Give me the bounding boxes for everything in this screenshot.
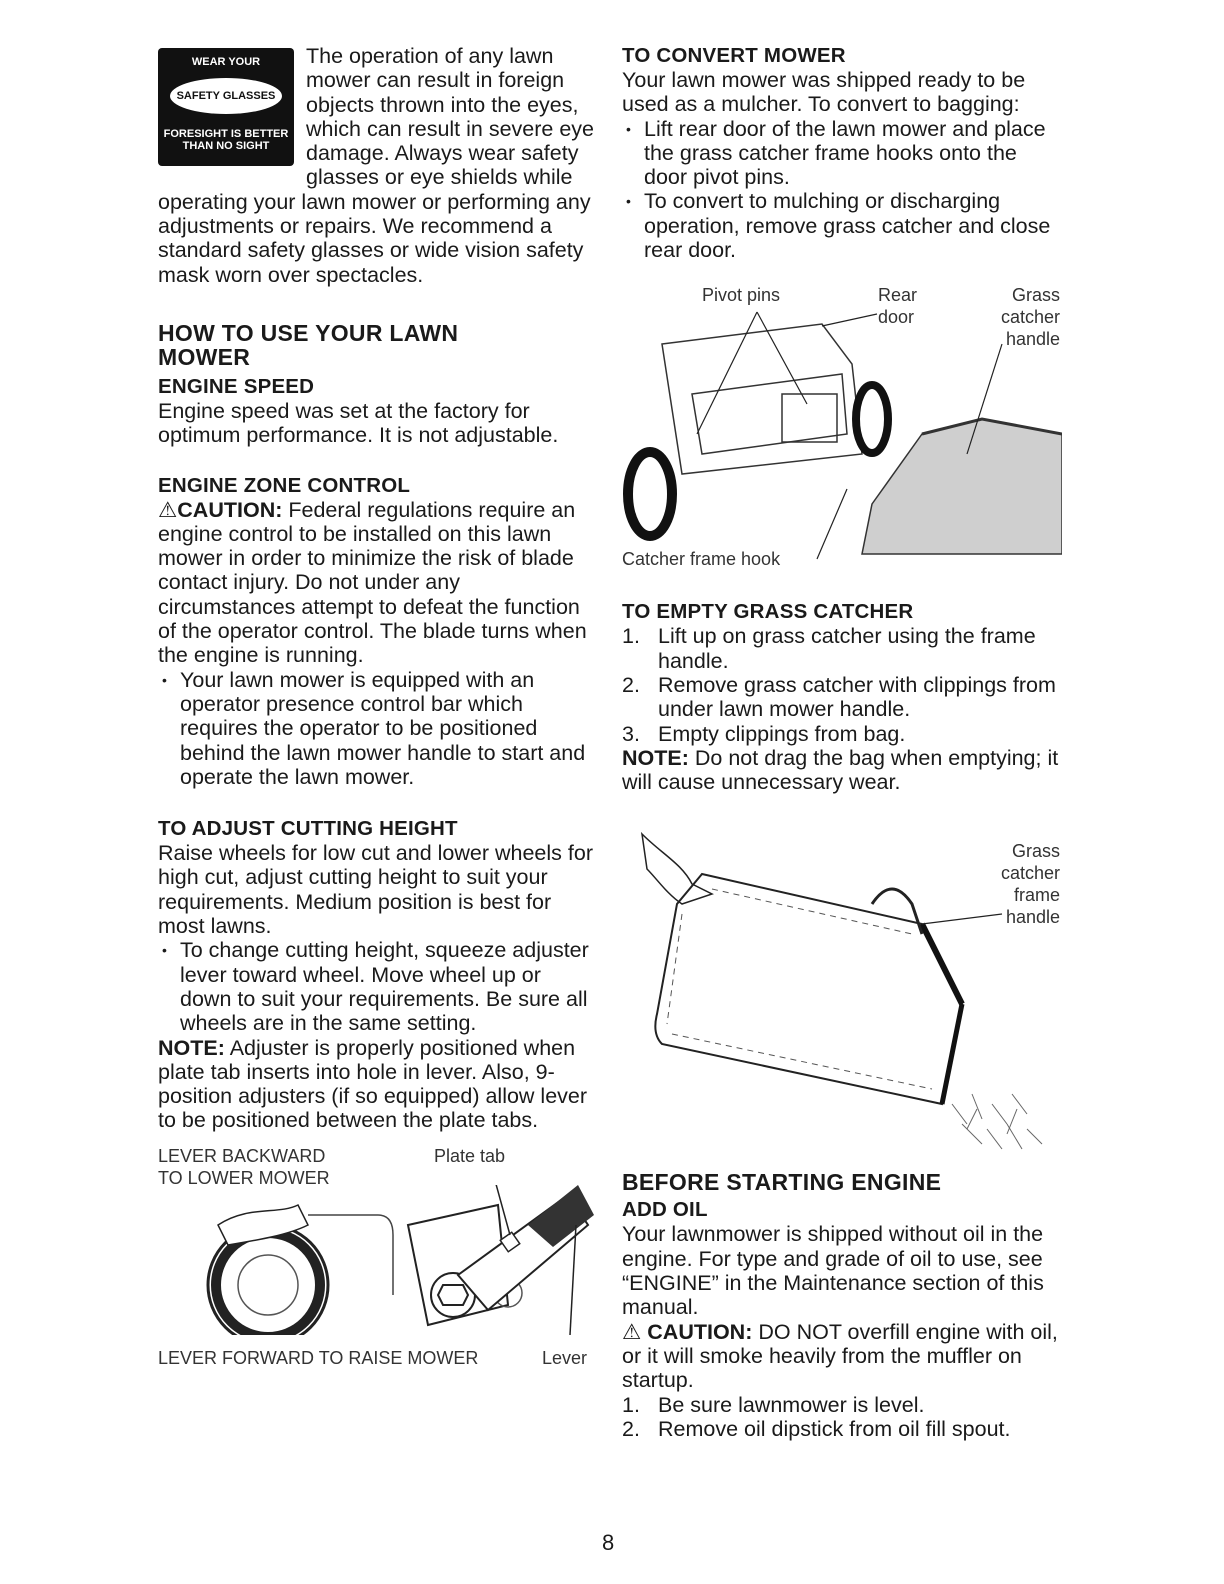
safety-glasses-badge [158,48,294,166]
empty-figure [622,824,1062,1164]
lever-label: Lever [542,1347,588,1368]
frame-handle-label-2: catcher [1000,863,1060,884]
how-to-heading: HOW TO USE YOUR LAWN MOWER [158,319,459,370]
step-text: Be sure lawnmower is level. [658,1392,925,1417]
plate-tab-label: Plate tab [434,1145,506,1166]
empty-heading: TO EMPTY GRASS CATCHER [622,600,914,624]
cutting-height-bullets [158,938,594,1035]
badge-line1: WEAR YOUR [191,56,261,68]
caution-text: DO NOT overfill engine with oil, or it will smoke heavily from the muffler on startup. [622,1319,1058,1393]
badge-line2: SAFETY GLASSES [170,78,282,114]
note-label: NOTE: [158,1035,225,1060]
step-text: Remove grass catcher with clippings from under lawn mower handle. [658,672,1056,722]
safety-text: The operation of any lawn mower can result in foreign objects thrown into the eyes, which can result in severe eye damage. Always wear safety glasses or eye shields while operating your lawn mower or performing any adjustments or repairs. We recommend a standard safety glasses or wide vision safety mask worn over spectacles. [158,44,595,287]
list-item: • To change cutting height, squeeze adjuster lever toward wheel. Move wheel up or down to suit your requirements. Be sure all wheels are in the same setting. [158,938,594,1035]
step-number: 3. [622,721,640,746]
badge-line4: THAN NO SIGHT [182,140,270,152]
caution-icon: ⚠ [158,497,178,522]
left-column [158,44,594,1375]
cutting-height-text: Raise wheels for low cut and lower wheels for high cut, adjust cutting height to suit your requirements. Medium position is best for most lawns. [158,841,593,939]
step-number: 1. [622,624,640,649]
caution-text: Federal regulations require an engine control to be installed on this lawn mower in order to minimize the risk of blade contact injury. Do not under any circumstances attempt to defeat the function of the operator control. The blade turns when the engine is running. [158,497,587,668]
step-text: Empty clippings from bag. [658,721,906,746]
engine-zone-bullets [158,668,594,789]
convert-heading: TO CONVERT MOWER [622,44,846,67]
caution-icon: ⚠ [622,1319,642,1344]
page-number: 8 [602,1530,615,1555]
lever-backward-label-2: TO LOWER MOWER [158,1167,330,1188]
list-item [622,1417,1062,1441]
lever-illustration [158,1185,594,1335]
emptying-catcher-illustration [622,824,1062,1164]
height-adjust-figure [158,1145,594,1375]
engine-speed-text: Engine speed was set at the factory for optimum performance. It is not adjustable. [158,398,559,448]
catcher-hook-label: Catcher frame hook [622,549,781,570]
lever-backward-label: LEVER BACKWARD [158,1145,326,1166]
badge-line3: FORESIGHT IS BETTER [163,128,289,140]
note-label: NOTE: [622,745,689,770]
pivot-pins-label: Pivot pins [702,285,781,306]
step-number: 2. [622,1416,640,1441]
caution-label: CAUTION: [647,1319,753,1344]
convert-figure [622,284,1062,584]
add-oil-caution [622,1320,1062,1393]
cutting-height-heading: TO ADJUST CUTTING HEIGHT [158,817,458,841]
mower-rear-illustration [622,304,1062,564]
before-heading: BEFORE STARTING ENGINE [622,1169,942,1196]
frame-handle-label-3: frame [1013,885,1060,906]
step-number: 2. [622,672,640,697]
list-item: • Lift rear door of the lawn mower and place the grass catcher frame hooks onto the door pivot pins. [622,117,1062,190]
grass-catcher-handle-label: Grass [1011,285,1060,306]
lever-forward-label: LEVER FORWARD TO RAISE MOWER [158,1347,479,1368]
convert-bullets [622,117,1062,263]
cutting-height-note [158,1036,594,1133]
step-number: 1. [622,1392,640,1417]
step-text: Lift up on grass catcher using the frame handle. [658,624,1036,673]
list-item: • Your lawn mower is equipped with an operator presence control bar which requires the operator to be positioned behind the lawn mower handle to start and operate the lawn mower. [158,668,594,789]
frame-handle-label-4: handle [1005,907,1060,928]
caution-label: CAUTION: [177,497,283,522]
list-item [622,673,1062,722]
right-column [622,44,1062,1441]
list-item [622,1393,1062,1417]
engine-speed-heading: ENGINE SPEED [158,374,315,398]
engine-zone-heading: ENGINE ZONE CONTROL [158,473,411,497]
engine-zone-caution [158,498,594,668]
note-text: Adjuster is properly positioned when plate tab inserts into hole in lever. Also, 9-position adjusters (if so equipped) allow lever to be positioned between the plate tabs. [158,1035,588,1133]
note-text: Do not drag the bag when emptying; it will cause unnecessary wear. [622,745,1059,795]
add-oil-text: Your lawnmower is shipped without oil in the engine. For type and grade of oil to use, see “ENGINE” in the Maintenance section of this manual. [622,1222,1044,1320]
add-oil-heading: ADD OIL [622,1198,708,1222]
add-oil-steps [622,1393,1062,1442]
step-text: Remove oil dipstick from oil fill spout. [658,1416,1011,1441]
grass-catcher-handle-label-3: handle [1005,329,1060,350]
frame-handle-label: Grass [1011,841,1060,862]
grass-catcher-handle-label-2: catcher [1000,307,1060,328]
list-item [622,624,1062,673]
list-item: • To convert to mulching or discharging operation, remove grass catcher and close rear door. [622,189,1062,262]
rear-door-label: Rear [878,285,918,306]
safety-section [158,44,594,287]
convert-text: Your lawn mower was shipped ready to be used as a mulcher. To convert to bagging: [622,68,1026,117]
empty-steps [622,624,1062,745]
list-item [622,722,1062,746]
rear-door-label-2: door [878,307,915,328]
empty-note [622,746,1062,795]
